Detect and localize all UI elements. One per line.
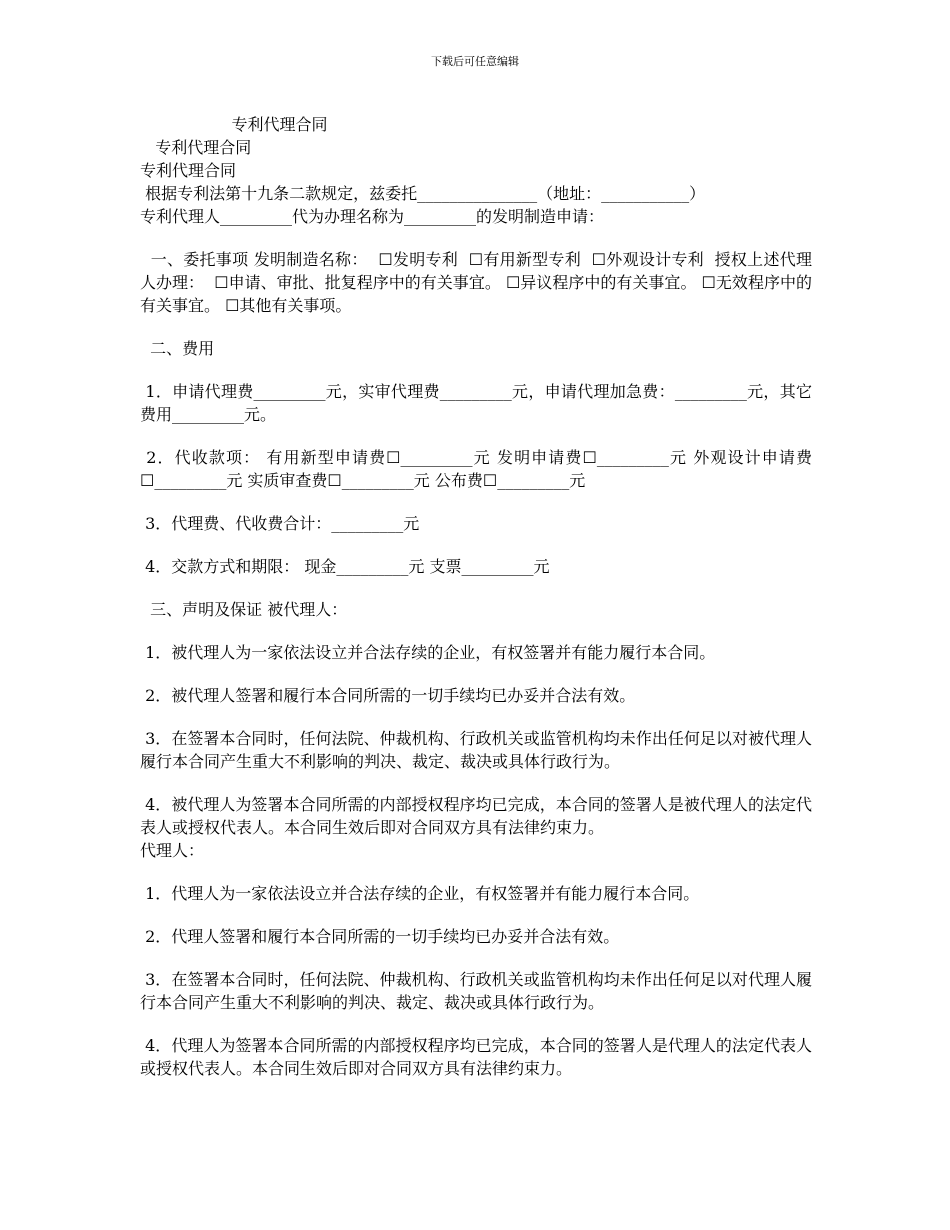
section-declarations-heading: 三、声明及保证 被代理人： — [140, 600, 348, 619]
section-fees-heading: 二、费用 — [140, 339, 215, 358]
intro-line-1: 根据专利法第十九条二款规定，兹委托_______________（地址：___________） — [140, 184, 706, 203]
fee-item-3: 3．代理费、代收费合计：_________元 — [140, 514, 420, 533]
principal-clause-3: 3．在签署本合同时，任何法院、仲裁机构、行政机关或监管机构均未作出任何足以对被代理人履行本合同产生重大不利影响的判决、裁定、裁决或具体行政行为。 — [140, 729, 812, 771]
fee-item-2: 2．代收款项： 有用新型申请费☐_________元 发明申请费☐_________元 外观设计申请费☐_________元 实质审查费☐_________元 公布费☐_________元 — [140, 448, 812, 490]
principal-clause-4: 4．被代理人为签署本合同所需的内部授权程序均已完成，本合同的签署人是被代理人的法定代表人或授权代表人。本合同生效后即对合同双方具有法律约束力。 — [140, 795, 812, 837]
title-line-2: 专利代理合同 — [140, 138, 252, 157]
agent-clause-3: 3．在签署本合同时，任何法院、仲裁机构、行政机关或监管机构均未作出任何足以对代理人履行本合同产生重大不利影响的判决、裁定、裁决或具体行政行为。 — [140, 970, 812, 1012]
title-line-3: 专利代理合同 — [140, 161, 237, 180]
agent-clause-4: 4．代理人为签署本合同所需的内部授权程序均已完成，本合同的签署人是代理人的法定代表人或授权代表人。本合同生效后即对合同双方具有法律约束力。 — [140, 1036, 812, 1078]
intro-line-2: 专利代理人_________代为办理名称为_________的发明制造申请： — [140, 207, 605, 226]
document-body — [140, 113, 812, 1080]
fee-item-4: 4．交款方式和期限： 现金_________元 支票_________元 — [140, 557, 550, 576]
fee-item-1: 1．申请代理费_________元，实审代理费_________元，申请代理加急费：_________元，其它费用_________元。 — [140, 382, 812, 424]
title-line-1: 专利代理合同 — [140, 115, 328, 134]
agent-clause-2: 2．代理人签署和履行本合同所需的一切手续均已办妥并合法有效。 — [140, 927, 620, 946]
principal-clause-2: 2．被代理人签署和履行本合同所需的一切手续均已办妥并合法有效。 — [140, 686, 636, 705]
principal-clause-1: 1．被代理人为一家依法设立并合法存续的企业，有权签署并有能力履行本合同。 — [140, 643, 716, 662]
agent-clause-1: 1．代理人为一家依法设立并合法存续的企业，有权签署并有能力履行本合同。 — [140, 884, 700, 903]
section-entrusted-matters: 一、委托事项 发明制造名称： ☐发明专利 ☐有用新型专利 ☐外观设计专利 授权上述代理人办理： ☐申请、审批、批复程序中的有关事宜。 ☐异议程序中的有关事宜。 ☐无效程序中的有关事宜。 ☐其他有关事项。 — [140, 250, 812, 315]
header-note: 下载后可任意编辑 — [431, 55, 519, 68]
agent-heading: 代理人： — [140, 841, 205, 860]
